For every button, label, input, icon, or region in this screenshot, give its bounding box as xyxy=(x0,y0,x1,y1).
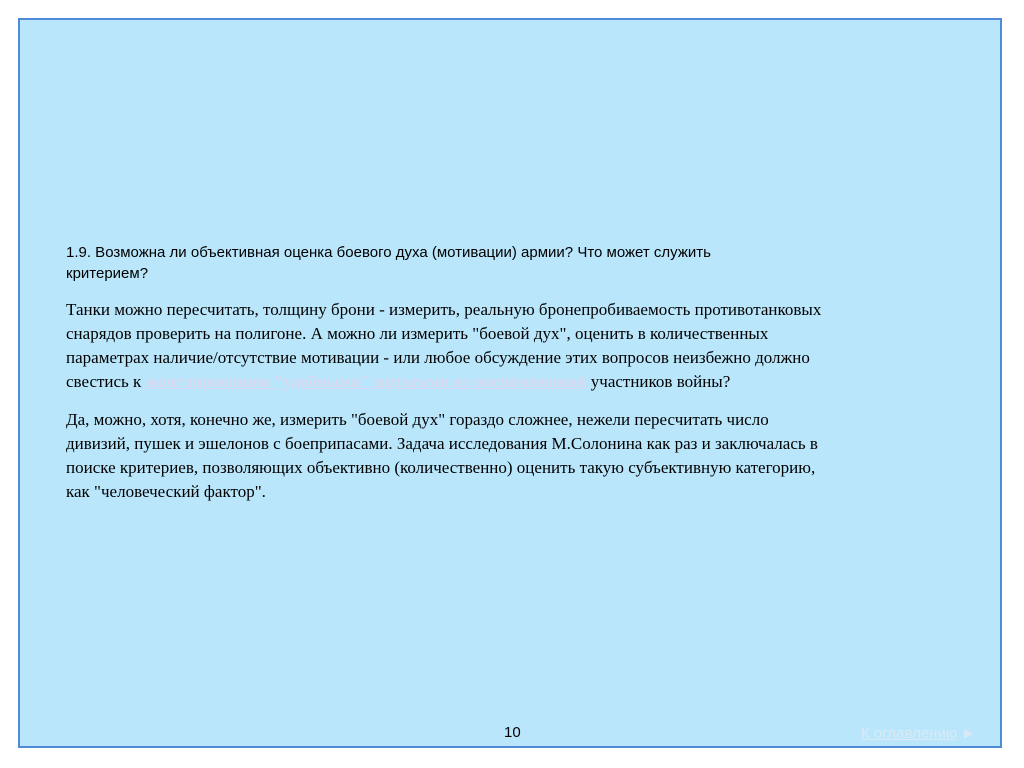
slide xyxy=(18,18,1002,748)
quotes-link[interactable]: жонглированию "удобными" цитатами из воспоминаний xyxy=(145,372,587,391)
right-arrow-icon[interactable]: ► xyxy=(961,725,976,742)
question-heading: 1.9. Возможна ли объективная оценка боевого духа (мотивации) армии? Что может служить критерием? xyxy=(66,244,711,282)
table-of-contents-link[interactable] xyxy=(861,725,976,742)
page-number: 10 xyxy=(504,724,521,741)
toc-link-label[interactable]: К оглавлению xyxy=(861,725,958,742)
slide-content xyxy=(66,242,966,518)
paragraph-1-text-end: участников войны? xyxy=(586,372,731,391)
paragraph-2: Да, можно, хотя, конечно же, измерить "боевой дух" гораздо сложнее, нежели пересчитать число дивизий, пушек и эшелонов с боеприпасами. Задача исследования М.Солонина как раз и заключалась в поиске критериев, позволяющих объективно (количественно) оценить такую субъективную категорию, как "человеческий фактор". xyxy=(66,410,818,501)
paragraph-1-text-start: Танки можно пересчитать, толщину брони - измерить, реальную бронепробиваемость противотанковых снарядов проверить на полигоне. А можно ли измерить "боевой дух", оценить в количественных параметрах наличие/отсутствие мотивации - или любое обсуждение этих вопросов неизбежно должно свестись к xyxy=(66,300,822,391)
paragraph-1 xyxy=(66,298,966,394)
